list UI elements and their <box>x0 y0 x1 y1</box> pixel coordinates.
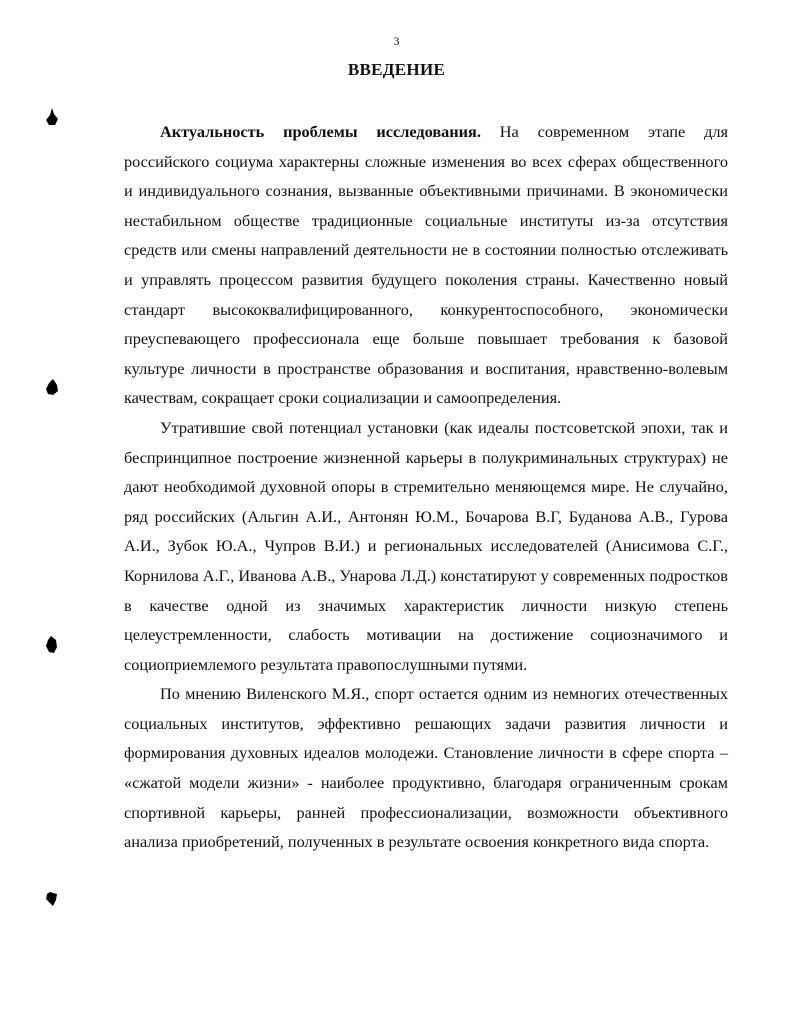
page-title: ВВЕДЕНИЕ <box>347 60 446 79</box>
paragraph-1-lead: Актуальность проблемы исследования. <box>160 122 481 141</box>
document-body <box>124 117 728 857</box>
margin-ink-mark-icon <box>44 890 60 910</box>
paragraph-1-text: На современном этапе для российского социума характерны сложные изменения во всех сферах общественного и индивидуального сознания, вызванные объективными причинами. В экономически нестабильном обществе традиционные социальные институты из-за отсутствия средств или смены направлений деятельности не в состоянии полностью отслеживать и управлять процессом развития будущего поколения страны. Качественно новый стандарт высококвалифицированного, конкурентоспособного, экономически преуспевающего профессионала еще больше повышает требования к базовой культуре личности в пространстве образования и воспитания, нравственно-волевым качествам, сокращает сроки социализации и самоопределения. <box>124 122 728 408</box>
margin-ink-mark-icon <box>44 107 60 127</box>
paragraph-2: Утратившие свой потенциал установки (как идеалы постсоветской эпохи, так и беспринципное построение жизненной карьеры в полукриминальных структурах) не дают необходимой духовной опоры в стремительно меняющемся мире. Не случайно, ряд российских (Альгин А.И., Антонян Ю.М., Бочарова В.Г, Буданова А.В., Гурова А.И., Зубок Ю.А., Чупров В.И.) и региональных исследователей (Анисимова С.Г., Корнилова А.Г., Иванова А.В., Унарова Л.Д.) констатируют у современных подростков в качестве одной из значимых характеристик личности низкую степень целеустремленности, слабость мотивации на достижение социозначимого и социоприемлемого результата правопослушными путями. <box>124 417 728 674</box>
paragraph-3: По мнению Виленского М.Я., спорт остается одним из немногих отечественных социальных институтов, эффективно решающих задачи развития личности и формирования духовных идеалов молодежи. Становление личности в сфере спорта – «сжатой модели жизни» - наиболее продуктивно, благодаря ограниченным срокам спортивной карьеры, ранней профессионализации, возможности объективного анализа приобретений, полученных в результате освоения конкретного вида спорта. <box>124 684 728 852</box>
page-number: 3 <box>393 34 400 48</box>
margin-ink-mark-icon <box>44 377 60 397</box>
margin-ink-mark-icon <box>44 635 60 655</box>
paragraph-1 <box>124 117 728 413</box>
